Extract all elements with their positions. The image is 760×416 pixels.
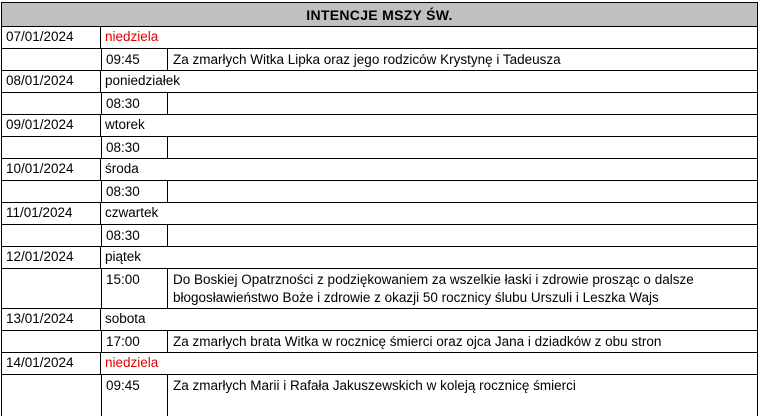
time-cell: 08:30 — [101, 181, 167, 202]
weekday-cell: wtorek — [105, 117, 145, 132]
day-row — [1, 247, 758, 269]
date-cell: 14/01/2024 — [2, 353, 101, 374]
mass-row — [1, 93, 758, 115]
time-cell: 08:30 — [101, 137, 167, 158]
weekday-cell: niedziela — [105, 29, 159, 44]
intention-line: błogosławieństwo Boże i zdrowie z okazji 50 rocznicy ślubu Urszuli i Leszka Wajs — [173, 290, 659, 305]
day-row — [1, 203, 758, 225]
intention-cell: Za zmarłych Witka Lipka oraz jego rodziców Krystynę i Tadeusza — [167, 49, 757, 70]
day-row — [1, 27, 758, 49]
intention-cell — [167, 93, 757, 114]
mass-row — [1, 331, 758, 353]
intention-cell: Za zmarłych brata Witka w rocznicę śmierci oraz ojca Jana i dziadków z obu stron — [167, 331, 757, 352]
day-row — [1, 115, 758, 137]
weekday-cell: środa — [105, 161, 139, 176]
mass-intentions-sheet — [1, 2, 758, 416]
day-row — [1, 159, 758, 181]
time-cell: 08:30 — [101, 93, 167, 114]
intention-cell — [167, 269, 757, 308]
mass-row — [1, 181, 758, 203]
date-cell: 13/01/2024 — [2, 309, 101, 330]
date-cell: 08/01/2024 — [2, 71, 101, 92]
time-cell: 17:00 — [101, 331, 167, 352]
date-cell: 12/01/2024 — [2, 247, 101, 268]
empty-cell — [2, 49, 101, 70]
empty-cell — [2, 269, 101, 308]
time-cell: 09:45 — [101, 49, 167, 70]
empty-cell — [2, 375, 101, 416]
empty-cell — [2, 93, 101, 114]
mass-row — [1, 49, 758, 71]
intention-cell — [167, 181, 757, 202]
time-cell: 09:45 — [101, 375, 167, 416]
empty-cell — [2, 181, 101, 202]
weekday-cell: piątek — [105, 249, 142, 264]
weekday-cell: niedziela — [105, 355, 159, 370]
mass-row — [1, 225, 758, 247]
mass-row — [1, 269, 758, 309]
empty-cell — [2, 225, 101, 246]
date-cell: 09/01/2024 — [2, 115, 101, 136]
empty-cell — [2, 331, 101, 352]
mass-row — [1, 137, 758, 159]
weekday-cell: sobota — [105, 311, 146, 326]
sheet-title: INTENCJE MSZY ŚW. — [1, 2, 758, 27]
intention-cell — [167, 137, 757, 158]
time-cell: 08:30 — [101, 225, 167, 246]
date-cell: 11/01/2024 — [2, 203, 101, 224]
empty-cell — [2, 137, 101, 158]
weekday-cell: czwartek — [105, 205, 159, 220]
intention-cell — [167, 225, 757, 246]
mass-row — [1, 375, 758, 416]
date-cell: 10/01/2024 — [2, 159, 101, 180]
day-row — [1, 71, 758, 93]
intention-line: Do Boskiej Opatrzności z podziękowaniem za wszelkie łaski i zdrowie prosząc o dalsze — [173, 272, 694, 287]
intention-cell: Za zmarłych Marii i Rafała Jakuszewskich w koleją rocznicę śmierci — [167, 375, 757, 416]
weekday-cell: poniedziałek — [105, 73, 181, 88]
day-row — [1, 309, 758, 331]
time-cell: 15:00 — [101, 269, 167, 308]
date-cell: 07/01/2024 — [2, 27, 101, 48]
day-row — [1, 353, 758, 375]
